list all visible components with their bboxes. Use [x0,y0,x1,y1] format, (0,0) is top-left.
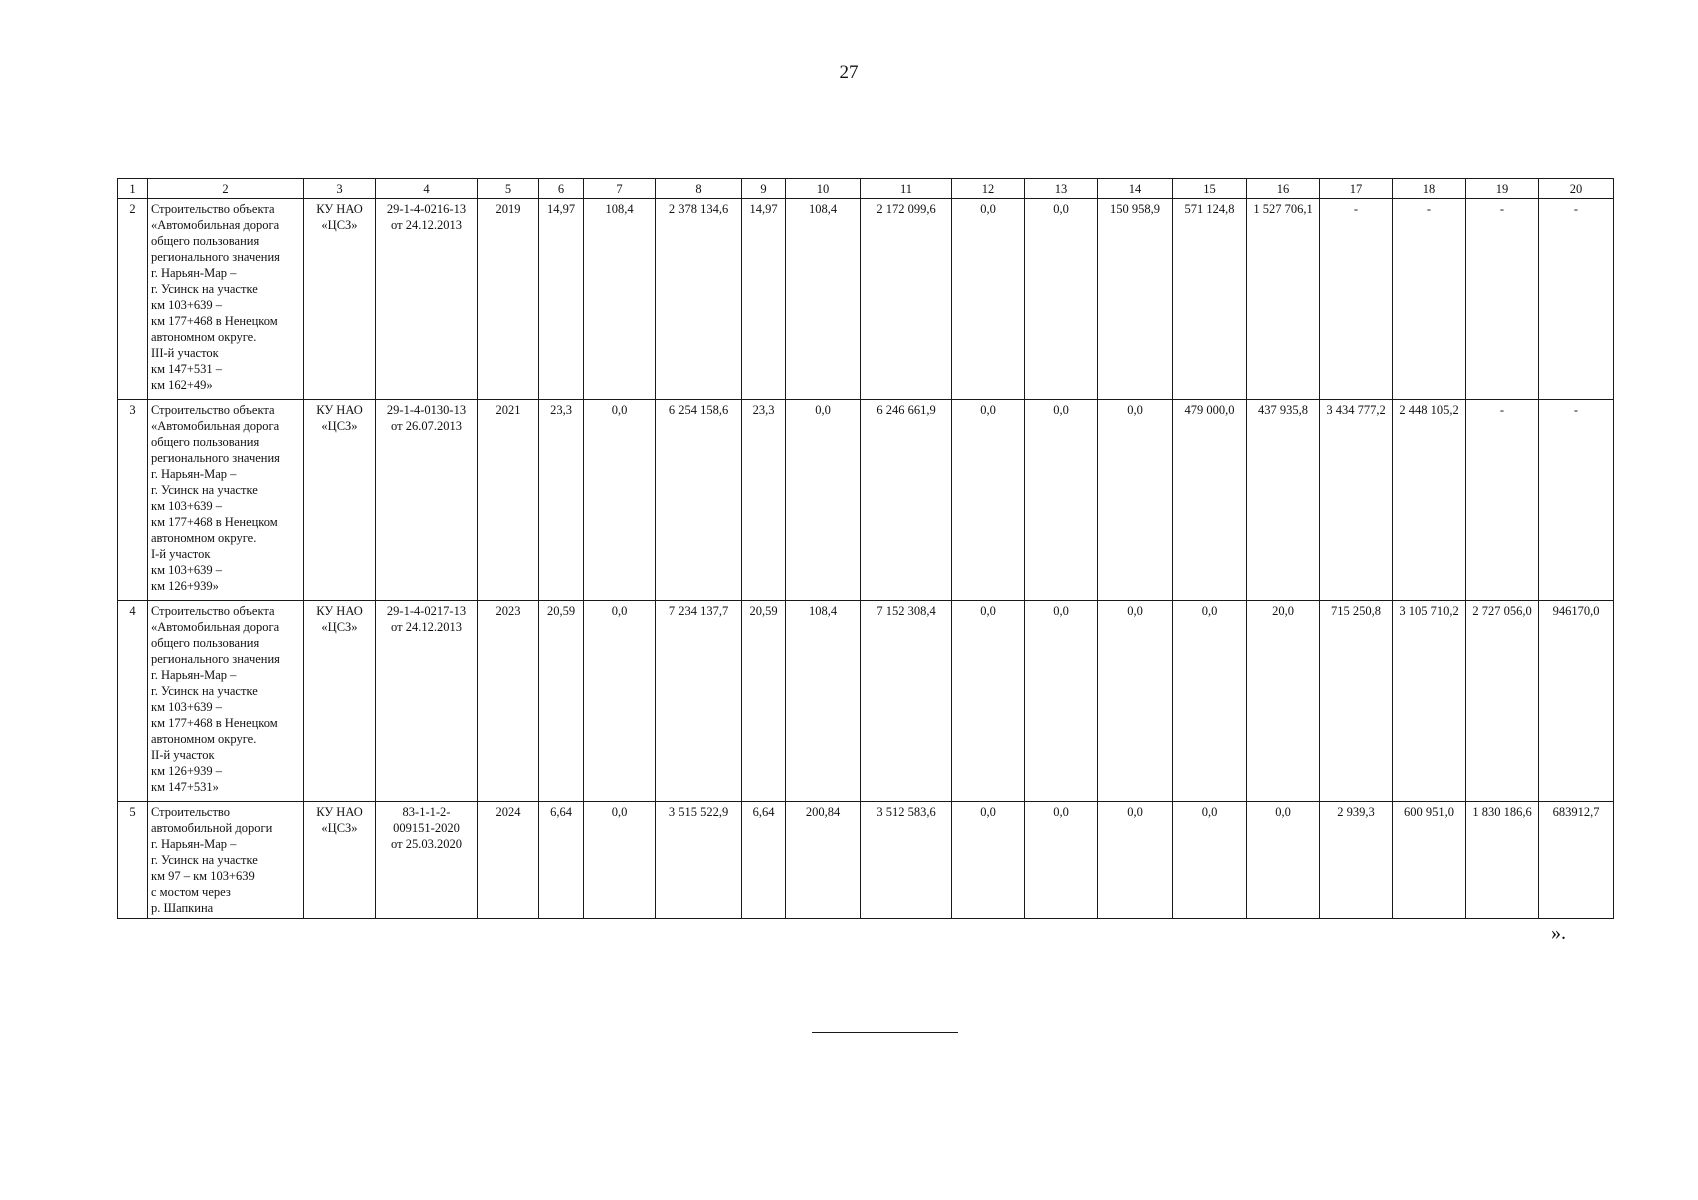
cell-16: 0,0 [1247,802,1320,919]
cell-10: 108,4 [786,199,861,400]
header-cell: 1 [118,179,148,199]
cell-17: 3 434 777,2 [1320,400,1393,601]
object-name: Строительство объекта «Автомобильная дорога общего пользования регионального значения г. Нарьян-Мар – г. Усинск на участке км 103+639 – км 177+468 в Ненецком автономном округе. I-й участок км 103+639 – км 126+939» [148,400,304,601]
cell-7: 0,0 [584,802,656,919]
cell-9: 14,97 [742,199,786,400]
row-number: 4 [118,601,148,802]
cell-7: 108,4 [584,199,656,400]
cell-6: 20,59 [539,601,584,802]
header-cell: 2 [148,179,304,199]
row-number: 3 [118,400,148,601]
cell-17: - [1320,199,1393,400]
cell-11: 7 152 308,4 [861,601,952,802]
page-number: 27 [839,62,859,83]
cell-10: 0,0 [786,400,861,601]
cell-13: 0,0 [1025,601,1098,802]
header-cell: 7 [584,179,656,199]
cell-12: 0,0 [952,601,1025,802]
header-cell: 15 [1173,179,1247,199]
cell-20: - [1539,199,1614,400]
organization: КУ НАО «ЦСЗ» [304,199,376,400]
header-cell: 11 [861,179,952,199]
cell-14: 0,0 [1098,802,1173,919]
cell-15: 0,0 [1173,601,1247,802]
cell-6: 23,3 [539,400,584,601]
cell-20: 946170,0 [1539,601,1614,802]
cell-11: 2 172 099,6 [861,199,952,400]
cell-6: 14,97 [539,199,584,400]
header-cell: 4 [376,179,478,199]
cell-17: 2 939,3 [1320,802,1393,919]
cell-6: 6,64 [539,802,584,919]
cell-17: 715 250,8 [1320,601,1393,802]
data-table [117,178,1614,919]
document-ref: 83-1-1-2- 009151-2020 от 25.03.2020 [376,802,478,919]
header-cell: 17 [1320,179,1393,199]
cell-11: 6 246 661,9 [861,400,952,601]
header-cell: 3 [304,179,376,199]
footer-divider [812,1032,958,1033]
header-cell: 5 [478,179,539,199]
organization: КУ НАО «ЦСЗ» [304,802,376,919]
cell-12: 0,0 [952,802,1025,919]
cell-10: 200,84 [786,802,861,919]
table-header-row [118,179,1614,199]
cell-19: - [1466,199,1539,400]
cell-7: 0,0 [584,400,656,601]
header-cell: 9 [742,179,786,199]
cell-14: 0,0 [1098,601,1173,802]
cell-18: 2 448 105,2 [1393,400,1466,601]
cell-8: 2 378 134,6 [656,199,742,400]
header-cell: 20 [1539,179,1614,199]
table-row [118,601,1614,802]
header-cell: 12 [952,179,1025,199]
cell-13: 0,0 [1025,199,1098,400]
header-cell: 18 [1393,179,1466,199]
organization: КУ НАО «ЦСЗ» [304,601,376,802]
header-cell: 10 [786,179,861,199]
cell-7: 0,0 [584,601,656,802]
cell-10: 108,4 [786,601,861,802]
table-row [118,802,1614,919]
cell-18: 3 105 710,2 [1393,601,1466,802]
header-cell: 19 [1466,179,1539,199]
cell-19: 2 727 056,0 [1466,601,1539,802]
cell-18: - [1393,199,1466,400]
cell-14: 150 958,9 [1098,199,1173,400]
header-cell: 16 [1247,179,1320,199]
cell-15: 571 124,8 [1173,199,1247,400]
row-number: 2 [118,199,148,400]
cell-12: 0,0 [952,400,1025,601]
cell-8: 3 515 522,9 [656,802,742,919]
cell-9: 23,3 [742,400,786,601]
cell-13: 0,0 [1025,400,1098,601]
cell-16: 437 935,8 [1247,400,1320,601]
cell-20: - [1539,400,1614,601]
header-cell: 8 [656,179,742,199]
cell-15: 479 000,0 [1173,400,1247,601]
cell-9: 20,59 [742,601,786,802]
header-cell: 14 [1098,179,1173,199]
cell-8: 7 234 137,7 [656,601,742,802]
table-row [118,400,1614,601]
document-ref: 29-1-4-0130-13 от 26.07.2013 [376,400,478,601]
document-ref: 29-1-4-0216-13 от 24.12.2013 [376,199,478,400]
object-name: Строительство объекта «Автомобильная дорога общего пользования регионального значения г. Нарьян-Мар – г. Усинск на участке км 103+639 – км 177+468 в Ненецком автономном округе. III-й участок км 147+531 – км 162+49» [148,199,304,400]
cell-5: 2021 [478,400,539,601]
cell-20: 683912,7 [1539,802,1614,919]
cell-15: 0,0 [1173,802,1247,919]
cell-14: 0,0 [1098,400,1173,601]
cell-5: 2024 [478,802,539,919]
document-ref: 29-1-4-0217-13 от 24.12.2013 [376,601,478,802]
cell-13: 0,0 [1025,802,1098,919]
header-cell: 6 [539,179,584,199]
cell-5: 2019 [478,199,539,400]
cell-12: 0,0 [952,199,1025,400]
cell-16: 20,0 [1247,601,1320,802]
cell-9: 6,64 [742,802,786,919]
object-name: Строительство автомобильной дороги г. Нарьян-Мар – г. Усинск на участке км 97 – км 103+639 с мостом через р. Шапкина [148,802,304,919]
organization: КУ НАО «ЦСЗ» [304,400,376,601]
header-cell: 13 [1025,179,1098,199]
row-number: 5 [118,802,148,919]
closing-quote-mark: ». [1551,922,1566,944]
cell-19: - [1466,400,1539,601]
table-row [118,199,1614,400]
cell-18: 600 951,0 [1393,802,1466,919]
object-name: Строительство объекта «Автомобильная дорога общего пользования регионального значения г. Нарьян-Мар – г. Усинск на участке км 103+639 – км 177+468 в Ненецком автономном округе. II-й участок км 126+939 – км 147+531» [148,601,304,802]
cell-8: 6 254 158,6 [656,400,742,601]
cell-11: 3 512 583,6 [861,802,952,919]
cell-16: 1 527 706,1 [1247,199,1320,400]
cell-19: 1 830 186,6 [1466,802,1539,919]
cell-5: 2023 [478,601,539,802]
